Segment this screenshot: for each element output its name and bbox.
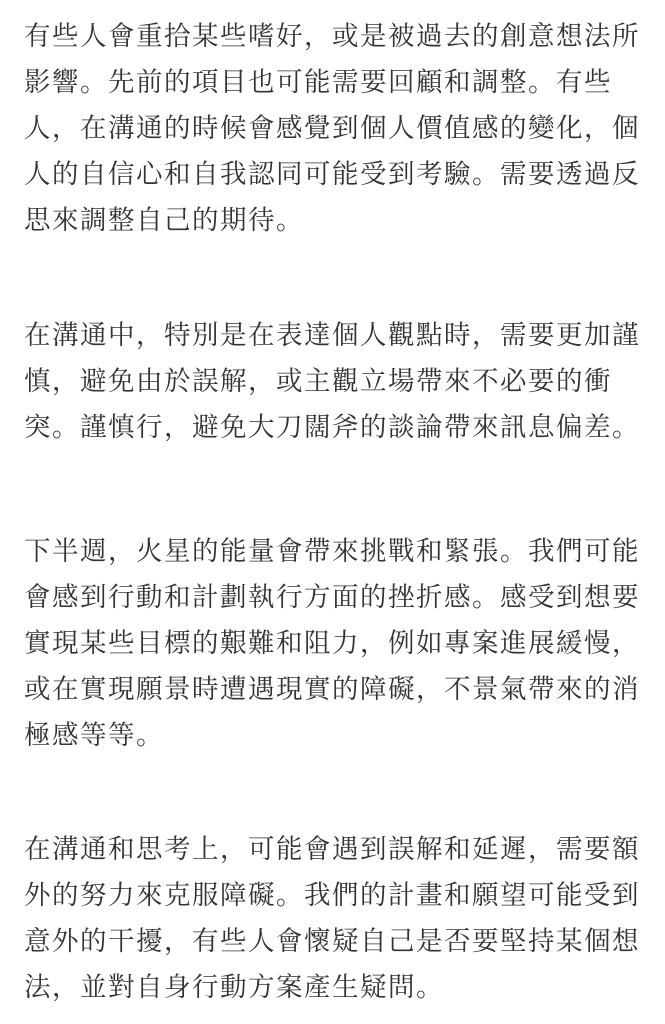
paragraph-line: 人的自信心和自我認同可能受到考驗。需要透過反 (24, 159, 640, 190)
paragraph-line: 意外的干擾，有些人會懷疑自己是否要堅持某個想 (24, 926, 640, 957)
paragraph-3 (24, 529, 640, 759)
paragraph-line: 思來調整自己的期待。 (24, 205, 304, 236)
paragraph-line: 在溝通和思考上，可能會遇到誤解和延遲，需要額 (24, 834, 640, 865)
paragraph-4 (24, 827, 640, 1011)
paragraph-1 (24, 14, 640, 244)
paragraph-line: 極感等等。 (24, 720, 164, 751)
paragraph-line: 慎，避免由於誤解，或主觀立場帶來不必要的衝 (24, 366, 612, 397)
paragraph-line: 或在實現願景時遭遇現實的障礙，不景氣帶來的消 (24, 674, 640, 705)
paragraph-line: 法，並對自身行動方案產生疑問。 (24, 972, 444, 1003)
paragraph-line: 突。謹慎行，避免大刀闊斧的談論帶來訊息偏差。 (24, 412, 640, 443)
paragraph-line: 影響。先前的項目也可能需要回顧和調整。有些 (24, 67, 612, 98)
paragraph-line: 有些人會重拾某些嗜好，或是被過去的創意想法所 (24, 21, 640, 52)
paragraph-line: 人，在溝通的時候會感覺到個人價值感的變化，個 (24, 113, 640, 144)
paragraph-line: 會感到行動和計劃執行方面的挫折感。感受到想要 (24, 582, 640, 613)
paragraph-2 (24, 313, 640, 451)
paragraph-line: 實現某些目標的艱難和阻力，例如專案進展緩慢， (24, 628, 640, 659)
paragraph-line: 下半週，火星的能量會帶來挑戰和緊張。我們可能 (24, 536, 640, 567)
paragraph-line: 在溝通中，特別是在表達個人觀點時，需要更加謹 (24, 320, 640, 351)
paragraph-line: 外的努力來克服障礙。我們的計畫和願望可能受到 (24, 880, 640, 911)
